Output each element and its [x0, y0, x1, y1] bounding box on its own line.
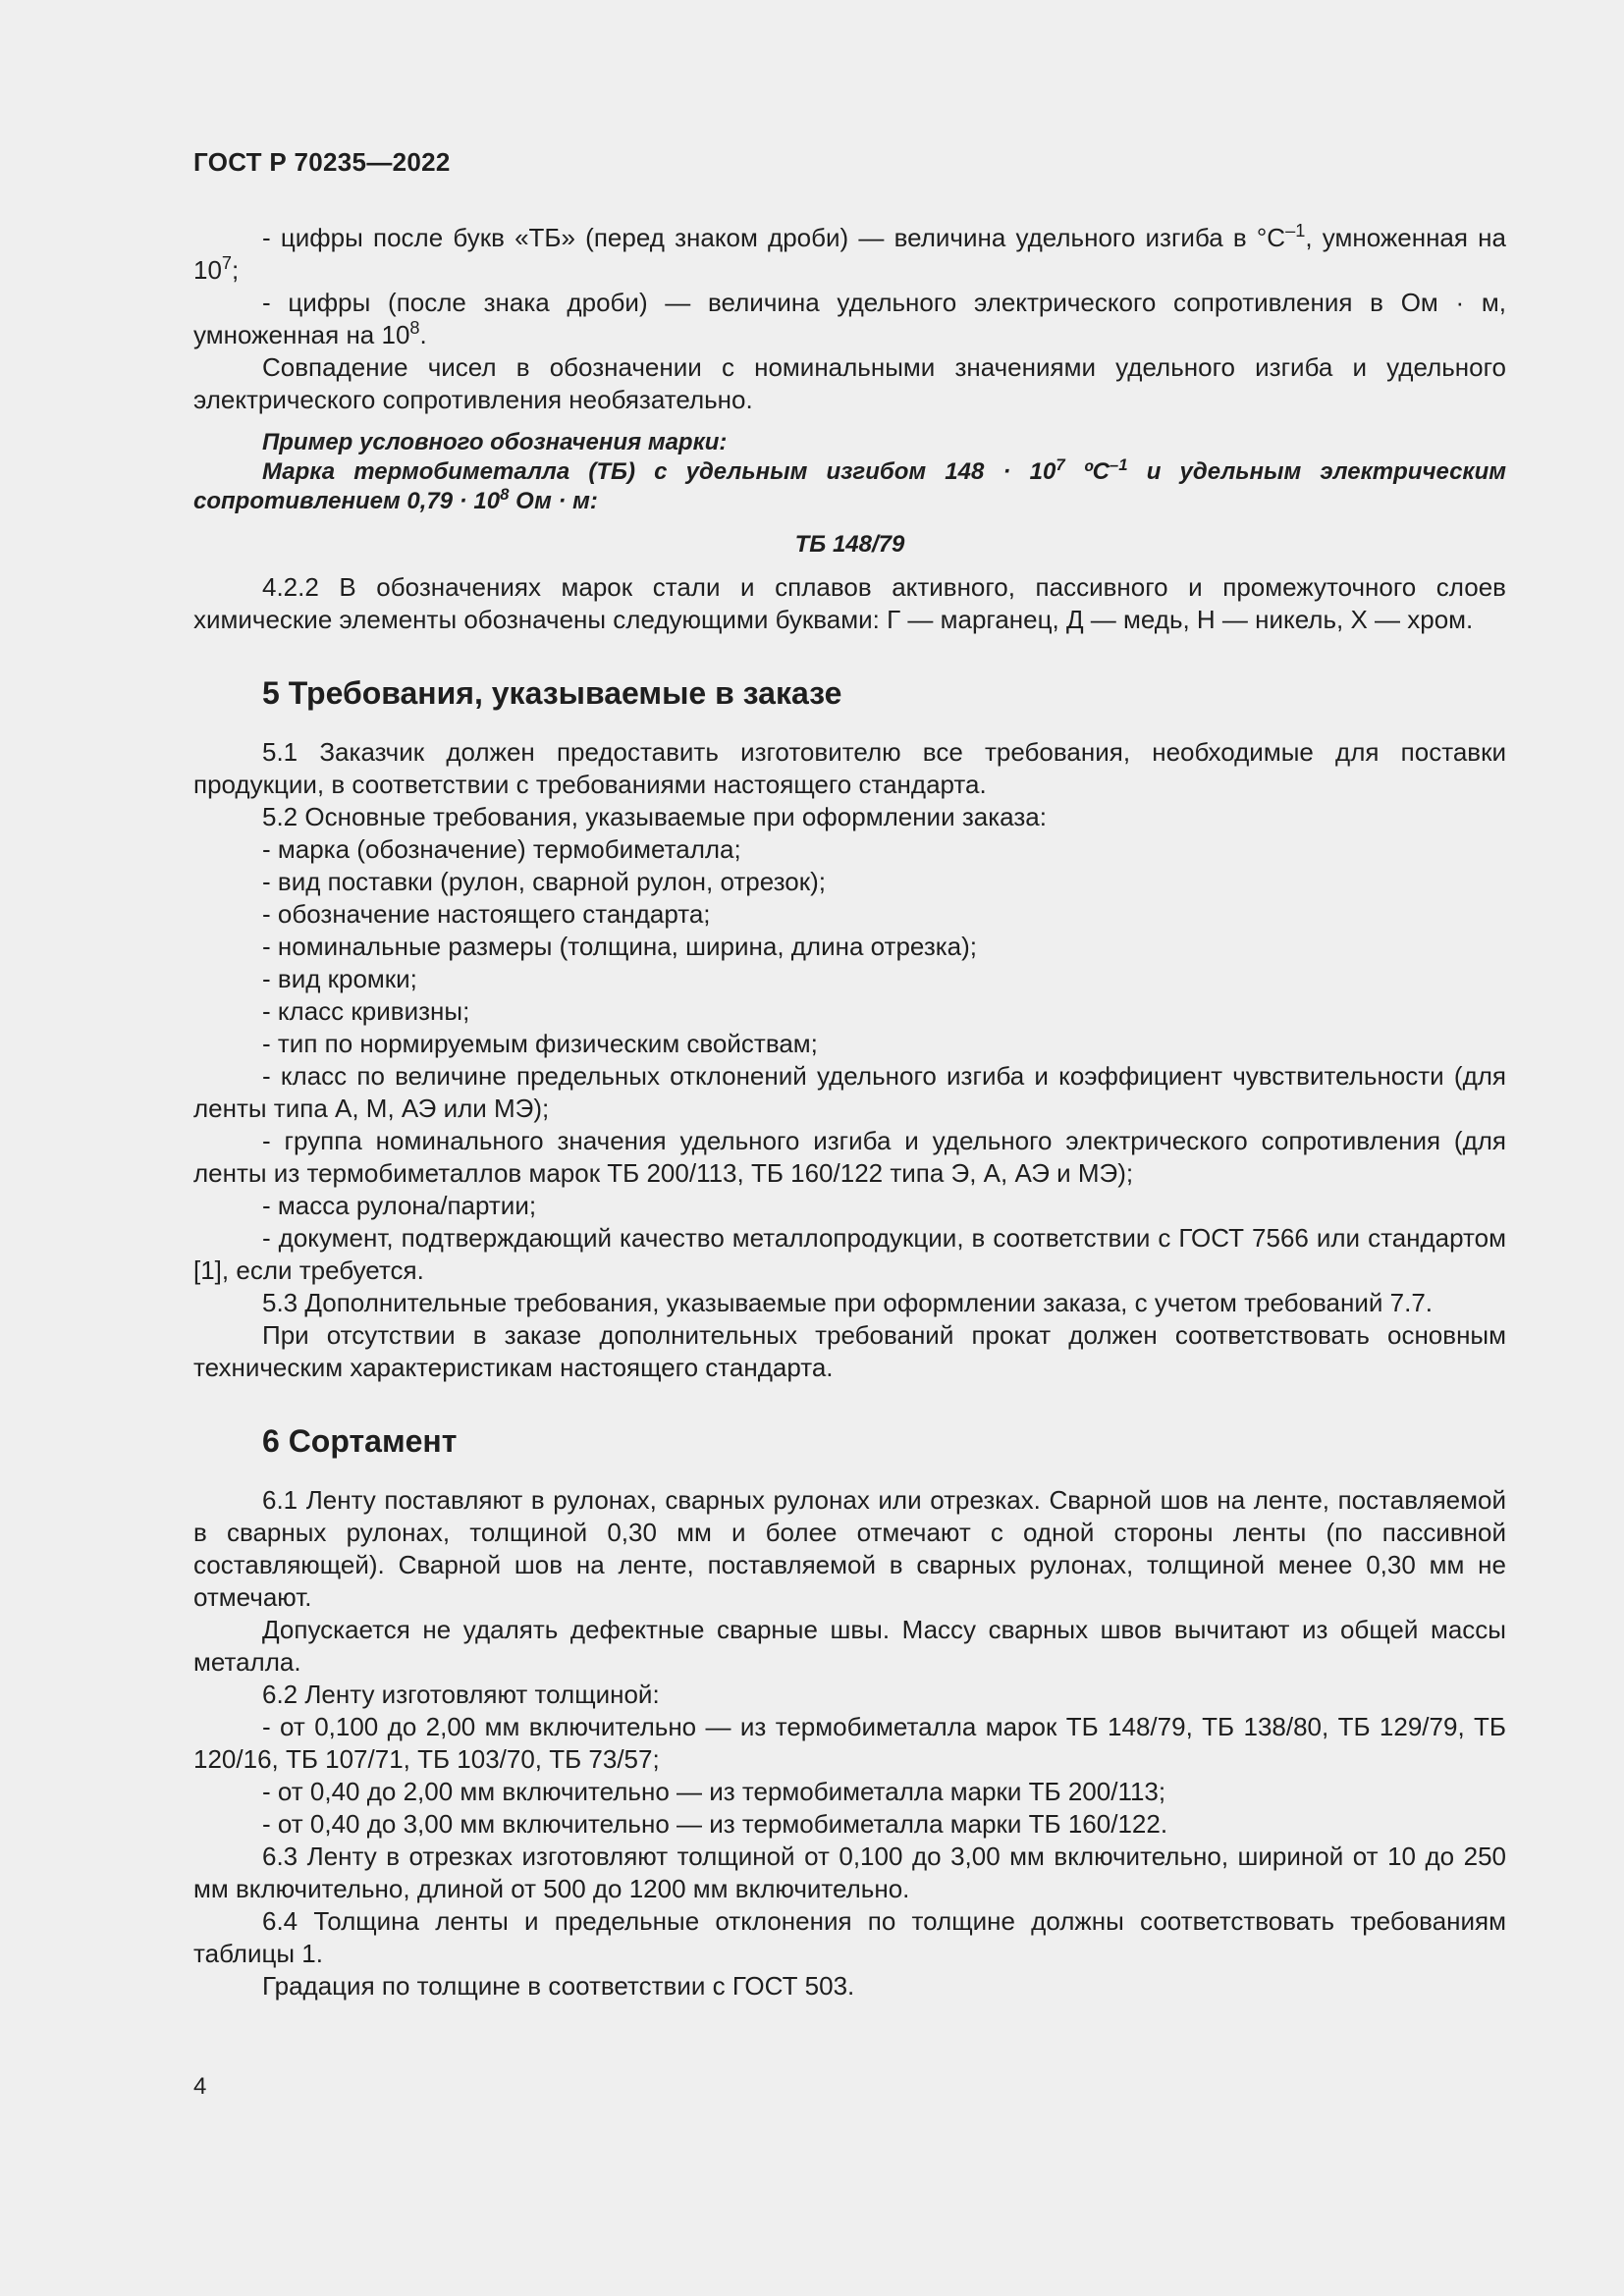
- example-mark: ТБ 148/79: [794, 531, 905, 558]
- paragraph-6-1-welds: Допускается не удалять дефектные сварные швы. Массу сварных швов вычитают из общей массы металла.: [193, 1615, 1506, 1677]
- list-item: - документ, подтверждающий качество металлопродукции, в соответствии с ГОСТ 7566 или стандартом [1], если требуется.: [193, 1223, 1506, 1285]
- list-item: - номинальные размеры (толщина, ширина, длина отрезка);: [262, 932, 978, 961]
- paragraph-6-2: 6.2 Ленту изготовляют толщиной:: [262, 1680, 660, 1709]
- list-item: - тип по нормируемым физическим свойствам;: [262, 1029, 818, 1058]
- list-item: - группа номинального значения удельного изгиба и удельного электрического сопротивления (для ленты из термобиметаллов марок ТБ 200/113, ТБ 160/122 типа Э, А, АЭ и МЭ);: [193, 1126, 1506, 1188]
- document-body: [193, 222, 1506, 2002]
- paragraph-6-3: 6.3 Ленту в отрезках изготовляют толщиной от 0,100 до 3,00 мм включительно, шириной от 10 до 250 мм включительно, длиной от 500 до 1200 мм включительно.: [193, 1842, 1506, 1903]
- paragraph-digits-before-fraction: - цифры после букв «ТБ» (перед знаком дроби) — величина удельного изгиба в $^\circ С^{-1}$, умноженная на $10^7$;: [193, 221, 1506, 285]
- paragraph-5-3: 5.3 Дополнительные требования, указываемые при оформлении заказа, с учетом требований 7.7.: [262, 1288, 1434, 1317]
- list-item: - масса рулона/партии;: [262, 1191, 537, 1220]
- page-number: 4: [193, 2073, 207, 2100]
- section-6-heading: 6 Сортамент: [262, 1423, 458, 1459]
- example-label: Пример условного обозначения марки:: [262, 429, 728, 455]
- list-item: - класс кривизны;: [262, 996, 470, 1026]
- list-item: - вид поставки (рулон, сварной рулон, отрезок);: [262, 867, 826, 896]
- section-5-heading: 5 Требования, указываемые в заказе: [262, 675, 842, 711]
- list-item: - класс по величине предельных отклонений удельного изгиба и коэффициент чувствительности (для ленты типа А, М, АЭ или МЭ);: [193, 1061, 1506, 1123]
- list-item: - от 0,100 до 2,00 мм включительно — из термобиметалла марок ТБ 148/79, ТБ 138/80, ТБ 129/79, ТБ 120/16, ТБ 107/71, ТБ 103/70, ТБ 73/57;: [193, 1712, 1506, 1774]
- paragraph-5-1: 5.1 Заказчик должен предоставить изготовителю все требования, необходимые для поставки продукции, в соответствии с требованиями настоящего стандарта.: [193, 737, 1506, 799]
- section-6-thickness-list: [193, 1711, 1506, 1841]
- paragraph-digits-after-fraction: - цифры (после знака дроби) — величина удельного электрического сопротивления в Ом · м, умноженная на $10^8$.: [193, 288, 1506, 349]
- list-item: - от 0,40 до 3,00 мм включительно — из термобиметалла марки ТБ 160/122.: [262, 1809, 1168, 1839]
- list-item: - вид кромки;: [262, 964, 417, 993]
- paragraph-coincidence: Совпадение чисел в обозначении с номинальными значениями удельного изгиба и удельного электрического сопротивления необязательно.: [193, 352, 1506, 414]
- paragraph-6-1: 6.1 Ленту поставляют в рулонах, сварных рулонах или отрезках. Сварной шов на ленте, поставляемой в сварных рулонах, толщиной 0,30 мм и более отмечают с одной стороны ленты (по пассивной составляющей). Сварной шов на ленте, поставляемой в сварных рулонах, толщиной менее 0,30 мм не отмечают.: [193, 1485, 1506, 1612]
- list-item: - от 0,40 до 2,00 мм включительно — из термобиметалла марки ТБ 200/113;: [262, 1777, 1166, 1806]
- list-item: - обозначение настоящего стандарта;: [262, 899, 711, 929]
- paragraph-6-4-gradation: Градация по толщине в соответствии с ГОСТ 503.: [262, 1971, 855, 2001]
- paragraph-4-2-2: 4.2.2 В обозначениях марок стали и сплавов активного, пассивного и промежуточного слоев химические элементы обозначены следующими буквами: Г — марганец, Д — медь, Н — никель, Х — хром.: [193, 572, 1506, 634]
- document-code-header: ГОСТ Р 70235—2022: [193, 147, 451, 177]
- section-5-requirements-list: [193, 833, 1506, 1287]
- paragraph-5-3-absence: При отсутствии в заказе дополнительных требований прокат должен соответствовать основным техническим характеристикам настоящего стандарта.: [193, 1320, 1506, 1382]
- paragraph-6-4: 6.4 Толщина ленты и предельные отклонения по толщине должны соответствовать требованиям таблицы 1.: [193, 1906, 1506, 1968]
- paragraph-5-2: 5.2 Основные требования, указываемые при оформлении заказа:: [262, 802, 1047, 831]
- list-item: - марка (обозначение) термобиметалла;: [262, 834, 741, 864]
- example-description: Марка термобиметалла (ТБ) с удельным изгибом $148 \cdot 10^7$ ºС$^{-1}$ и удельным электрическим сопротивлением $0,79 \cdot 10^8$ Ом · м:: [193, 454, 1507, 514]
